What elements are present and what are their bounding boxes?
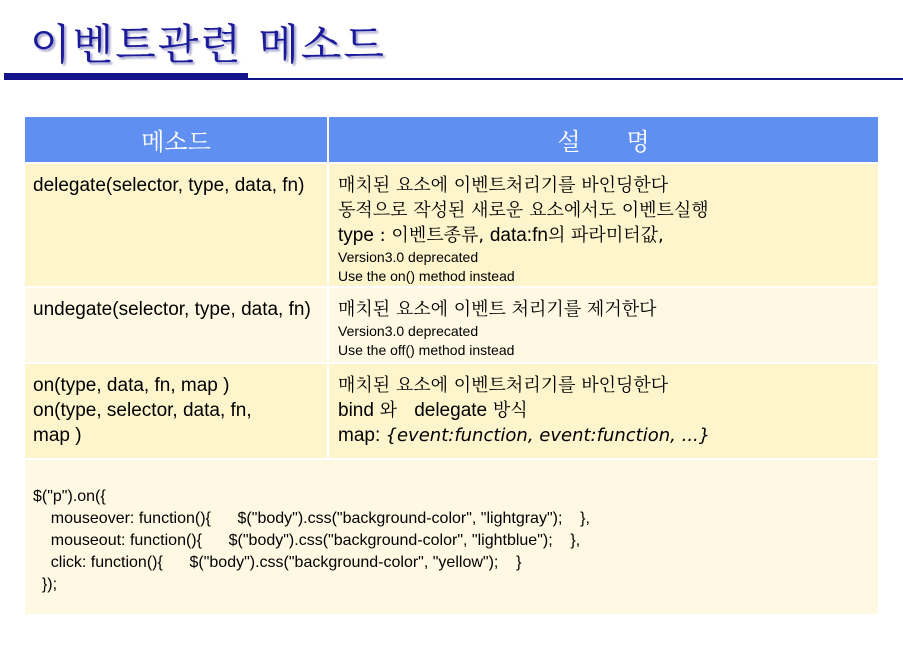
- table-row-delegate: [25, 162, 878, 286]
- method-line: map ): [33, 425, 82, 446]
- replacement-note: Use the off() method instead: [338, 342, 515, 358]
- desc-line: [338, 398, 872, 423]
- code-line: mouseover: function(){ $("body").css("background-color", "lightgray"); },: [33, 510, 590, 527]
- desc-text: 와: [373, 400, 415, 421]
- desc-line: 매치된 요소에 이벤트처리기를 바인딩한다: [338, 175, 669, 196]
- desc-term: delegate: [414, 400, 488, 421]
- desc-line: 매치된 요소에 이벤트처리기를 바인딩한다: [338, 375, 669, 396]
- desc-map-syntax: {event:function, event:function, ...}: [385, 425, 711, 446]
- desc-line: [338, 223, 872, 248]
- desc-term: bind: [338, 400, 374, 421]
- deprecated-note: Version3.0 deprecated: [338, 323, 479, 339]
- desc-line: 동적으로 작성된 새로운 요소에서도 이벤트실행: [338, 200, 709, 221]
- deprecated-note: Version3.0 deprecated: [338, 249, 479, 265]
- header-method: 메소드: [25, 117, 329, 162]
- description-cell: [329, 364, 878, 458]
- slide-title: 이벤트관련 메소드: [30, 20, 386, 69]
- desc-text: 의 파라미터값,: [547, 225, 664, 246]
- desc-term: map:: [338, 425, 386, 446]
- description-cell: [329, 288, 878, 362]
- code-line: mouseout: function(){ $("body").css("background-color", "lightblue"); },: [33, 532, 581, 549]
- method-cell: [25, 364, 329, 458]
- table-row-on: [25, 362, 878, 458]
- title-underline-thick: [4, 73, 248, 80]
- description-cell: [329, 164, 878, 286]
- method-line: on(type, data, fn, map ): [33, 375, 230, 396]
- desc-line: 매치된 요소에 이벤트 처리기를 제거한다: [338, 299, 657, 320]
- replacement-note: Use the on() method instead: [338, 268, 515, 284]
- title-underline-thin: [248, 78, 903, 80]
- code-example: [25, 458, 878, 614]
- header-description: 설 명: [557, 128, 650, 156]
- code-line: });: [33, 576, 58, 593]
- table-row-undelegate: [25, 286, 878, 362]
- method-line: on(type, selector, data, fn,: [33, 400, 252, 421]
- desc-text: 방식: [487, 400, 528, 421]
- desc-text: : 이벤트종류,: [373, 225, 490, 246]
- desc-term: data:fn: [489, 225, 548, 246]
- desc-line: [338, 423, 872, 448]
- methods-table: [25, 117, 878, 614]
- method-cell: undegate(selector, type, data, fn): [25, 288, 329, 362]
- desc-term: type: [338, 225, 374, 246]
- table-header: [25, 117, 878, 162]
- code-line: click: function(){ $("body").css("background-color", "yellow"); }: [33, 554, 522, 571]
- code-line: $("p").on({: [33, 488, 106, 505]
- method-cell: delegate(selector, type, data, fn): [25, 164, 329, 286]
